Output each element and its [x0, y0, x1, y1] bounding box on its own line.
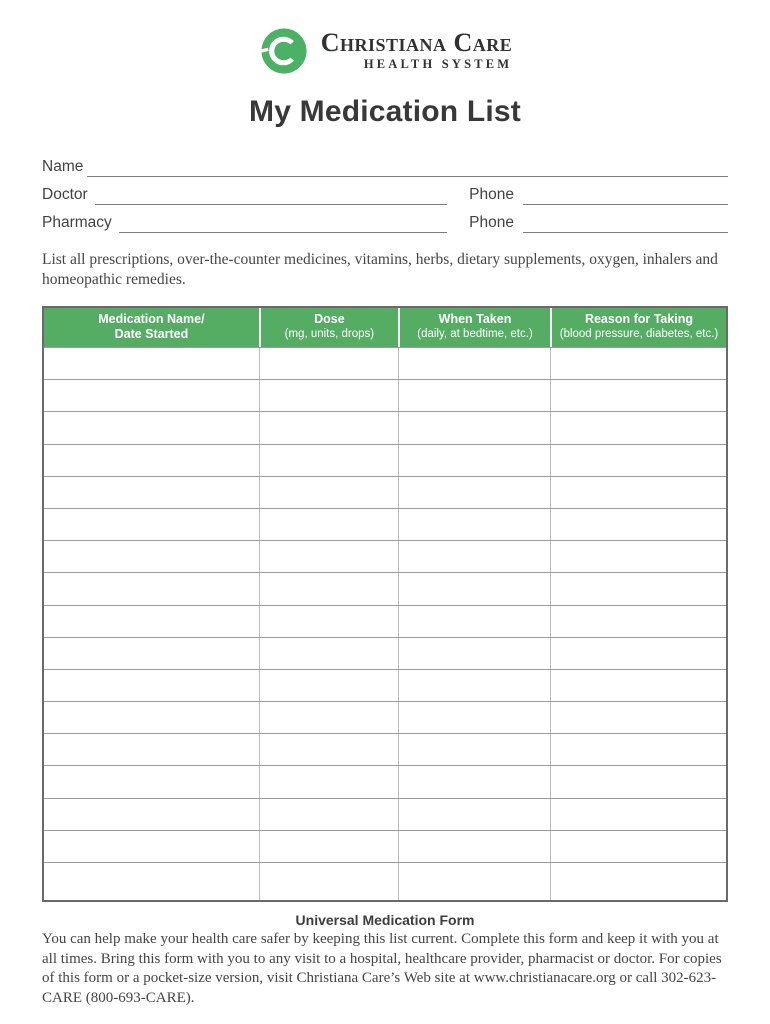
table-row [44, 572, 726, 604]
medication-name-cell[interactable] [44, 509, 259, 540]
brand-name: Christiana Care [320, 28, 513, 57]
table-row [44, 701, 726, 733]
dose-cell[interactable] [259, 702, 398, 733]
when-taken-cell[interactable] [398, 348, 550, 379]
table-row [44, 669, 726, 701]
reason-cell[interactable] [550, 606, 726, 637]
table-row [44, 862, 726, 900]
column-header-when-taken [398, 308, 550, 347]
dose-cell[interactable] [259, 638, 398, 669]
reason-cell[interactable] [550, 734, 726, 765]
table-row [44, 605, 726, 637]
when-taken-cell[interactable] [398, 766, 550, 797]
dose-cell[interactable] [259, 734, 398, 765]
when-taken-cell[interactable] [398, 573, 550, 604]
medication-name-cell[interactable] [44, 831, 259, 862]
pharmacy-label: Pharmacy [42, 214, 112, 231]
doctor-phone-label: Phone [469, 186, 514, 203]
pharmacy-input-line[interactable] [119, 213, 447, 233]
when-taken-cell[interactable] [398, 509, 550, 540]
reason-cell[interactable] [550, 831, 726, 862]
reason-cell[interactable] [550, 702, 726, 733]
column-header-dose [259, 308, 398, 347]
footer-heading: Universal Medication Form [295, 912, 475, 928]
medication-name-cell[interactable] [44, 638, 259, 669]
when-taken-cell[interactable] [398, 477, 550, 508]
when-taken-cell[interactable] [398, 831, 550, 862]
table-row [44, 765, 726, 797]
column-title: Dose [314, 312, 345, 326]
medication-name-cell[interactable] [44, 348, 259, 379]
column-hint: (daily, at bedtime, etc.) [417, 328, 533, 340]
dose-cell[interactable] [259, 831, 398, 862]
when-taken-cell[interactable] [398, 445, 550, 476]
dose-cell[interactable] [259, 766, 398, 797]
reason-cell[interactable] [550, 799, 726, 830]
table-row [44, 540, 726, 572]
column-hint: (blood pressure, diabetes, etc.) [559, 328, 719, 340]
reason-cell[interactable] [550, 541, 726, 572]
column-title: Reason for Taking [584, 312, 694, 326]
when-taken-cell[interactable] [398, 638, 550, 669]
dose-cell[interactable] [259, 799, 398, 830]
table-row [44, 733, 726, 765]
table-row [44, 798, 726, 830]
doctor-label: Doctor [42, 186, 88, 203]
christiana-care-logo-icon [258, 25, 310, 77]
when-taken-cell[interactable] [398, 380, 550, 411]
column-header-reason [550, 308, 726, 347]
when-taken-cell[interactable] [398, 799, 550, 830]
reason-cell[interactable] [550, 348, 726, 379]
column-hint: (mg, units, drops) [284, 328, 375, 340]
medication-name-cell[interactable] [44, 445, 259, 476]
when-taken-cell[interactable] [398, 606, 550, 637]
column-title: When Taken [438, 312, 512, 326]
medication-name-cell[interactable] [44, 380, 259, 411]
pharmacy-phone-label: Phone [469, 214, 514, 231]
instructions-text: List all prescriptions, over-the-counter medicines, vitamins, herbs, dietary supplements, oxygen, inhalers and homeopathic remedies. [42, 251, 718, 288]
when-taken-cell[interactable] [398, 412, 550, 443]
column-title-line2: Date Started [114, 327, 189, 341]
brand-text [321, 30, 513, 72]
brand-header [42, 24, 728, 78]
when-taken-cell[interactable] [398, 670, 550, 701]
reason-cell[interactable] [550, 477, 726, 508]
medication-table [42, 306, 728, 902]
brand-subtitle: HEALTH SYSTEM [363, 57, 513, 71]
table-header-row [44, 308, 726, 347]
column-header-medication-name [44, 308, 259, 347]
when-taken-cell[interactable] [398, 734, 550, 765]
dose-cell[interactable] [259, 541, 398, 572]
doctor-phone-input-line[interactable] [523, 185, 728, 205]
when-taken-cell[interactable] [398, 702, 550, 733]
table-row [44, 476, 726, 508]
medication-name-cell[interactable] [44, 734, 259, 765]
medication-name-cell[interactable] [44, 541, 259, 572]
dose-cell[interactable] [259, 670, 398, 701]
reason-cell[interactable] [550, 380, 726, 411]
name-field-row [42, 149, 728, 177]
reason-cell[interactable] [550, 573, 726, 604]
table-body [44, 347, 726, 900]
when-taken-cell[interactable] [398, 541, 550, 572]
table-row [44, 411, 726, 443]
medication-name-cell[interactable] [44, 863, 259, 900]
medication-name-cell[interactable] [44, 670, 259, 701]
reason-cell[interactable] [550, 863, 726, 900]
contact-fields [42, 149, 728, 233]
pharmacy-field-row [42, 205, 728, 233]
table-row [44, 508, 726, 540]
dose-cell[interactable] [259, 606, 398, 637]
medication-name-cell[interactable] [44, 702, 259, 733]
dose-cell[interactable] [259, 477, 398, 508]
medication-name-cell[interactable] [44, 799, 259, 830]
column-title: Medication Name/ [98, 312, 205, 326]
table-row [44, 637, 726, 669]
footer-text: You can help make your health care safer by keeping this list current. Complete this form and keep it with you at all times. Bring this form with you to any visit to a hospital, healthcare provider, pharmacist or doctor. For copies of this form or a pocket-size version, visit Christiana Care’s Web site at www.christianacare.org or call 302-623-CARE (800-693-CARE). [42, 931, 722, 1006]
dose-cell[interactable] [259, 509, 398, 540]
medication-name-cell[interactable] [44, 766, 259, 797]
dose-cell[interactable] [259, 348, 398, 379]
medication-name-cell[interactable] [44, 477, 259, 508]
reason-cell[interactable] [550, 412, 726, 443]
dose-cell[interactable] [259, 412, 398, 443]
name-label: Name [42, 158, 84, 175]
reason-cell[interactable] [550, 638, 726, 669]
medication-name-cell[interactable] [44, 412, 259, 443]
name-input-line[interactable] [87, 157, 728, 177]
table-row [44, 379, 726, 411]
page-title: My Medication List [249, 95, 521, 128]
reason-cell[interactable] [550, 670, 726, 701]
reason-cell[interactable] [550, 766, 726, 797]
medication-name-cell[interactable] [44, 573, 259, 604]
medication-name-cell[interactable] [44, 606, 259, 637]
dose-cell[interactable] [259, 445, 398, 476]
dose-cell[interactable] [259, 573, 398, 604]
table-row [44, 444, 726, 476]
doctor-field-row [42, 177, 728, 205]
table-row [44, 347, 726, 379]
dose-cell[interactable] [259, 863, 398, 900]
when-taken-cell[interactable] [398, 863, 550, 900]
reason-cell[interactable] [550, 445, 726, 476]
dose-cell[interactable] [259, 380, 398, 411]
table-row [44, 830, 726, 862]
reason-cell[interactable] [550, 509, 726, 540]
doctor-input-line[interactable] [95, 185, 448, 205]
pharmacy-phone-input-line[interactable] [523, 213, 728, 233]
